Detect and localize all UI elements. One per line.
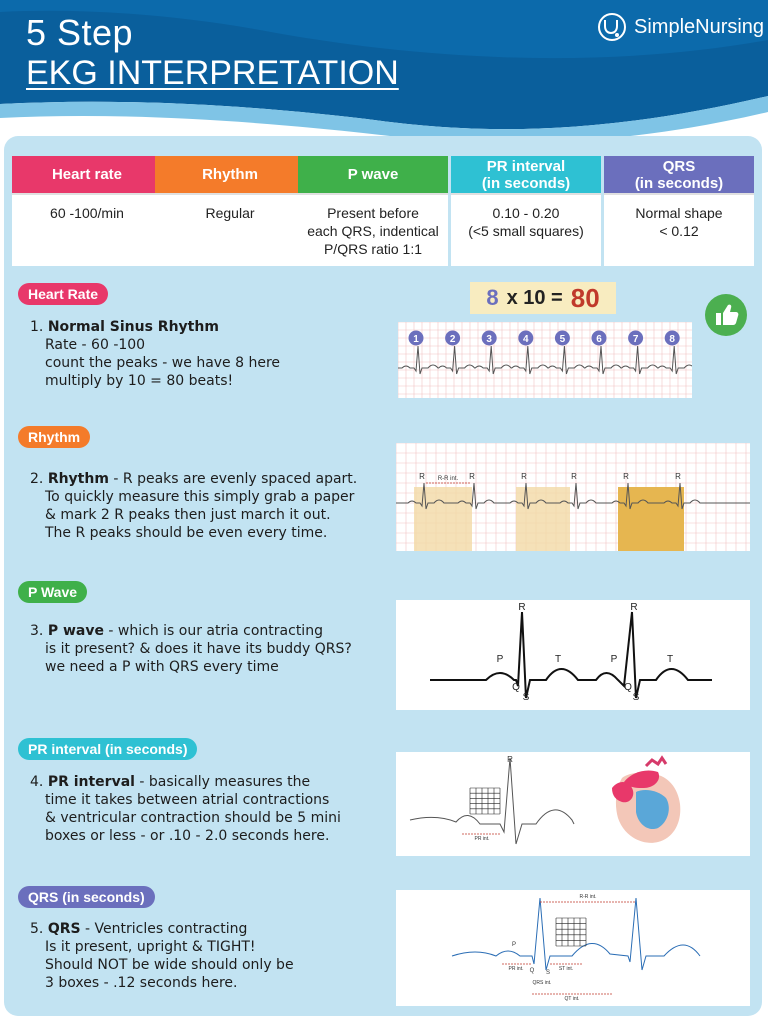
qt-interval-label: QT int. (564, 996, 580, 1002)
r-peak-label: R (521, 472, 527, 481)
wave-label: T (666, 654, 674, 665)
heart-vessel (646, 758, 666, 766)
table-cell-heart-rate: 60 -100/min (12, 193, 162, 266)
wave-label: P (610, 654, 618, 665)
peak-number: 1 (413, 334, 419, 345)
wave-label: Q (512, 682, 520, 693)
stethoscope-icon (596, 12, 628, 42)
wave-label: P (496, 654, 504, 665)
table-column-rhythm (155, 156, 305, 266)
r-peak-label: R (571, 472, 577, 481)
qrs-line-2: Is it present, upright & TIGHT! (45, 939, 256, 955)
rhythm-heading: Rhythm (47, 471, 109, 487)
table-header-qrs: QRS (in seconds) (604, 156, 754, 193)
st-interval-label: ST int. (558, 966, 574, 972)
ekg-trace (452, 898, 700, 970)
wave-label: Q (624, 682, 632, 693)
q-label: Q (529, 968, 535, 974)
page-title-line1: 5 Step (26, 12, 134, 53)
table-header-rhythm: Rhythm (155, 156, 305, 193)
heart-rate-text: 1. Normal Sinus Rhythm Rate - 60 -100 count the peaks - we have 8 here multiply by 10 = 80 beats! (30, 319, 281, 389)
rhythm-pill: Rhythm (18, 426, 90, 448)
pr-interval-pill: PR interval (in seconds) (18, 738, 197, 760)
heart-rate-line-3: count the peaks - we have 8 here (45, 355, 281, 371)
wave-label: R (630, 602, 638, 613)
table-header-p-wave: P wave (298, 156, 448, 193)
summary-table (12, 156, 754, 266)
table-cell-pr-interval: 0.10 - 0.20 (<5 small squares) (451, 193, 601, 266)
table-column-heart-rate (12, 156, 162, 266)
p-wave-line-2: is it present? & does it have its buddy QRS? (45, 641, 352, 657)
rr-interval-label: R-R int. (579, 894, 597, 900)
calc-count: 8 (486, 285, 499, 310)
pr-interval-heading: PR interval (47, 774, 135, 790)
peak-number: 5 (559, 334, 566, 345)
brand-logo (596, 12, 764, 42)
heart-rate-pill: Heart Rate (18, 283, 108, 305)
page-title-line2: EKG INTERPRETATION (26, 54, 399, 92)
rhythm-line-2: To quickly measure this simply grab a paper (45, 489, 355, 505)
r-peak-label: R (623, 472, 629, 481)
rhythm-line-4: The R peaks should be even every time. (45, 525, 328, 541)
p-wave-line-3: we need a P with QRS every time (45, 659, 279, 675)
peak-number: 7 (632, 334, 639, 345)
ekg-trace (410, 758, 574, 844)
calc-operator: x 10 = (506, 286, 563, 309)
table-cell-p-wave: Present before each QRS, indentical P/QRS ratio 1:1 (298, 193, 448, 266)
s-label: S (545, 970, 551, 976)
r-peak-label: R (419, 472, 425, 481)
calc-result: 80 (570, 282, 600, 313)
rr-interval-label: R-R int. (437, 476, 459, 482)
header-banner (0, 0, 768, 150)
thumbs-up-icon (705, 294, 747, 336)
peak-number: 6 (596, 334, 602, 345)
heart-rate-line-2: Rate - 60 -100 (45, 337, 146, 353)
wave-label: T (554, 654, 562, 665)
rhythm-ekg-strip (396, 443, 750, 551)
paper-strip (516, 487, 570, 551)
table-column-qrs (604, 156, 754, 266)
rhythm-text: 2. Rhythm - R peaks are evenly spaced apart. To quickly measure this simply grab a paper & mark 2 R peaks then just march it out. The R peaks should be even every time. (30, 471, 358, 541)
qrs-line-4: 3 boxes - .12 seconds here. (45, 975, 238, 991)
pr-interval-line-4: boxes or less - or .10 - 2.0 seconds here. (45, 828, 330, 844)
r-peak-label: R (675, 472, 681, 481)
brand-name: SimpleNursing (634, 15, 765, 38)
pr-interval-text: 4. PR interval - basically measures the time it takes between atrial contractions & ventricular contraction should be 5 mini boxes or less - or .10 - 2.0 seconds here. (30, 774, 341, 844)
table-cell-rhythm: Regular (155, 193, 305, 266)
heart-rate-calculation (470, 282, 616, 314)
pr-interval-line-2: time it takes between atrial contractions (45, 792, 330, 808)
rhythm-line-3: & mark 2 R peaks then just march it out. (45, 507, 331, 523)
p-wave-pill: P Wave (18, 581, 87, 603)
pr-interval-label: PR int. (508, 966, 524, 972)
peak-number: 8 (669, 334, 675, 345)
table-cell-qrs: Normal shape < 0.12 (604, 193, 754, 266)
qrs-text: 5. QRS - Ventricles contracting Is it present, upright & TIGHT! Should NOT be wide should only be 3 boxes - .12 seconds here. (30, 921, 294, 991)
pr-interval-line-3: & ventricular contraction should be 5 mini (45, 810, 341, 826)
r-peak-label: R (469, 472, 475, 481)
pr-interval-label: PR int. (474, 836, 490, 842)
qrs-pill: QRS (in seconds) (18, 886, 155, 908)
wave-label: R (518, 602, 526, 613)
content-panel (4, 136, 762, 1016)
heart-rate-line-4: multiply by 10 = 80 beats! (45, 373, 234, 389)
qrs-heading: QRS (47, 921, 81, 937)
table-column-pr-interval (451, 156, 601, 266)
r-wave-label: R (507, 755, 513, 764)
p-label: P (511, 942, 517, 948)
wave-label: S (522, 692, 530, 703)
table-column-p-wave (298, 156, 448, 266)
qrs-diagram (396, 890, 750, 1006)
table-header-heart-rate: Heart rate (12, 156, 162, 193)
table-header-pr-interval: PR interval (in seconds) (451, 156, 601, 193)
heart-rate-heading: Normal Sinus Rhythm (47, 319, 219, 335)
p-wave-heading: P wave (47, 623, 104, 639)
heart-rate-ekg-strip (398, 322, 692, 398)
qrs-interval-label: QRS int. (532, 980, 552, 986)
pr-interval-diagram (396, 752, 750, 856)
paper-strip (618, 487, 684, 551)
wave-label: S (632, 692, 640, 703)
p-wave-diagram (396, 600, 750, 710)
qrs-line-3: Should NOT be wide should only be (45, 957, 294, 973)
peak-number: 4 (523, 334, 529, 345)
p-wave-text: 3. P wave - which is our atria contracting is it present? & does it have its buddy QRS? we need a P with QRS every time (30, 623, 352, 675)
peak-number: 2 (449, 334, 456, 345)
peak-number: 3 (486, 334, 492, 345)
